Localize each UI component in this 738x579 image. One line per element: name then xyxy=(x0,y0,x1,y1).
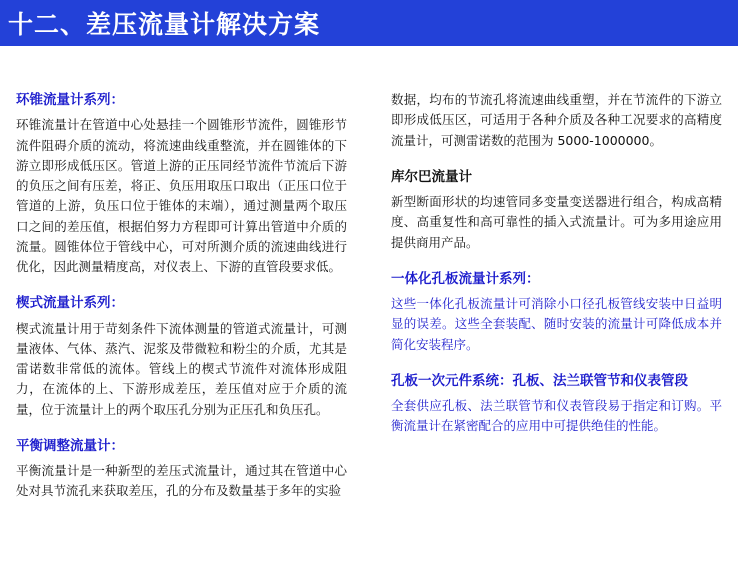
section-paragraph: 平衡流量计是一种新型的差压式流量计，通过其在管道中心处对具节流孔来获取差压，孔的分布及数量基于多年的实验 xyxy=(16,463,347,499)
section-paragraph: 数据，均布的节流孔将流速曲线重塑，并在节流件的下游立即形成低压区，可适用于各种介质及各种工况要求的高精度流量计，可测雷诺数的范围为 5000-1000000。 xyxy=(391,92,722,148)
section-heading: 孔板一次元件系统：孔板、法兰联管节和仪表管段 xyxy=(391,372,688,389)
section-cone-flowmeter xyxy=(16,90,347,277)
section-paragraph: 这些一体化孔板流量计可消除小口径孔板管线安装中日益明显的误差。这些全套装配、随时安装的流量计可降低成本并简化安装程序。 xyxy=(391,296,722,352)
section-heading: 楔式流量计系列： xyxy=(16,295,124,312)
section-paragraph: 楔式流量计用于苛刻条件下流体测量的管道式流量计，可测量液体、气体、蒸汽、泥浆及带微粒和粉尘的介质，尤其是雷诺数非常低的流体。管线上的楔式节流件对流体形成阻力，在流体的上、下游形成差压，差压值对应于介质的流量，位于流量计上的两个取压孔分别为正压孔和负压孔。 xyxy=(16,320,347,417)
section-wedge-flowmeter xyxy=(16,293,347,420)
section-heading: 一体化孔板流量计系列： xyxy=(391,270,540,287)
section-orifice-primary-element-system xyxy=(391,371,722,437)
section-kuerba-flowmeter xyxy=(391,167,722,253)
section-heading: 环锥流量计系列： xyxy=(16,92,124,108)
section-heading: 库尔巴流量计 xyxy=(391,168,472,185)
section-balanced-flowmeter xyxy=(16,436,347,502)
section-paragraph: 环锥流量计在管道中心处悬挂一个圆锥形节流件，圆锥形节流件阻碍介质的流动，将流速曲线重整流，并在圆锥体的下游立即形成低压区。管道上游的正压同经节流件节流后下游的负压之间有压差，将正、负压用取压口取出（正压口位于管道的上游，负压口位于锥体的末端），通过测量两个取压口之间的差压值，根据伯努力方程即可计算出管道中介质的流量。圆锥体位于管线中心，可对所测介质的流速曲线进行优化，因此测量精度高，对仪表上、下游的直管段要求低。 xyxy=(16,117,347,274)
section-heading: 平衡调整流量计： xyxy=(16,437,124,454)
section-balanced-flowmeter-continued xyxy=(391,90,722,151)
section-paragraph: 新型断面形状的均速管同多变量变送器进行组合，构成高精度、高重复性和高可靠性的插入式流量计。可为多用途应用提供商用产品。 xyxy=(391,194,722,250)
right-column xyxy=(369,90,722,518)
section-integrated-orifice-flowmeter xyxy=(391,269,722,355)
section-paragraph: 全套供应孔板、法兰联管节和仪表管段易于指定和订购。平衡流量计在紧密配合的应用中可提供绝佳的性能。 xyxy=(391,398,722,434)
page-title-bar xyxy=(0,0,738,46)
page-title: 十二、差压流量计解决方案 xyxy=(8,10,321,39)
left-column xyxy=(16,90,369,518)
two-column-body xyxy=(0,90,738,518)
